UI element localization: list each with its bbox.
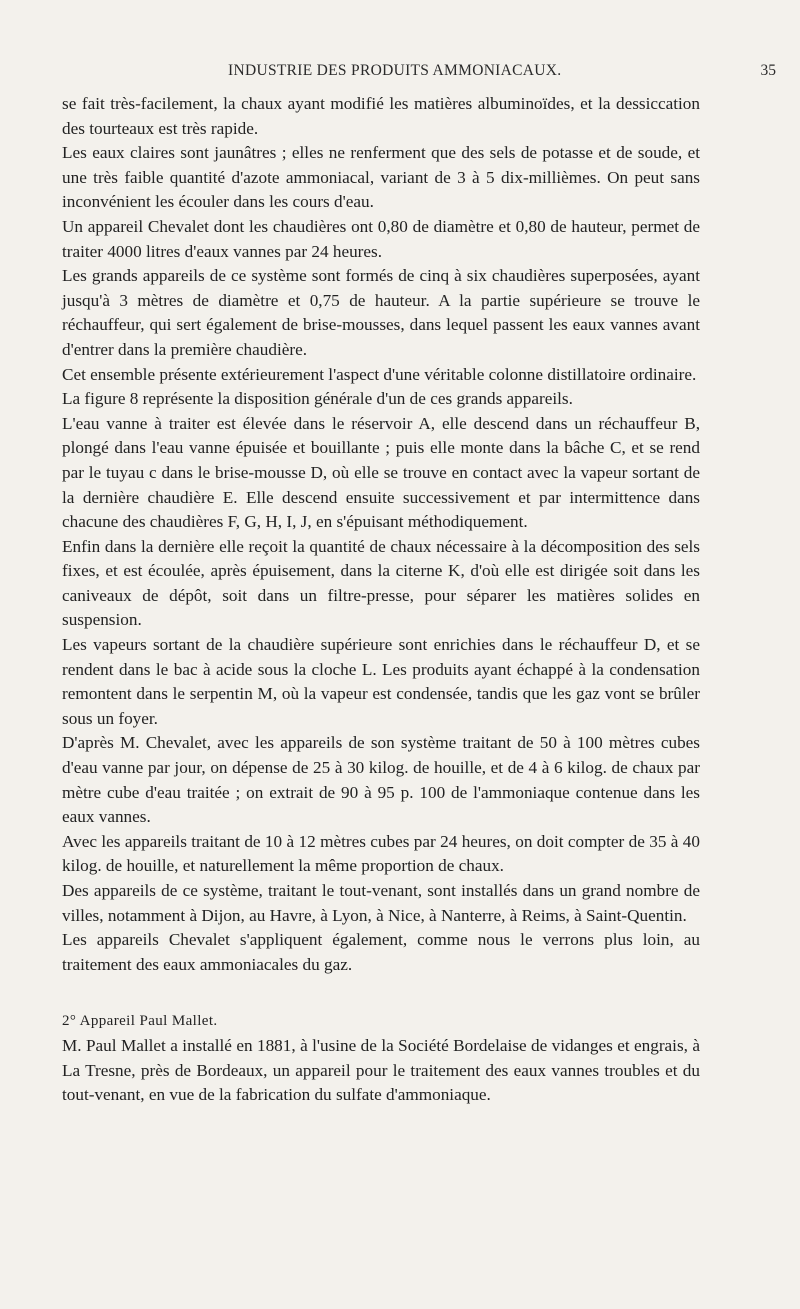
paragraph: Cet ensemble présente extérieurement l'aspect d'une véritable colonne distillatoire ordinaire. <box>62 364 697 384</box>
section-spacer <box>62 977 700 1009</box>
paragraph: M. Paul Mallet a installé en 1881, à l'usine de la Société Bordelaise de vidanges et engrais, à La Tresne, près de Bordeaux, un appareil pour le traitement des eaux vannes troubles et du tout-venant, en vue de la fabrication du sulfate d'ammoniaque. <box>62 1035 700 1105</box>
page-header <box>0 62 800 86</box>
paragraph: Les vapeurs sortant de la chaudière supérieure sont enrichies dans le réchauffeur D, et se rendent dans le bac à acide sous la cloche L. Les produits ayant échappé à la condensation remontent dans le serpentin M, où la vapeur est condensée, tandis que les gaz vont se brûler sous un foyer. <box>62 635 700 728</box>
paragraph: Des appareils de ce système, traitant le tout-venant, sont installés dans un grand nombre de villes, notamment à Dijon, au Havre, à Lyon, à Nice, à Nanterre, à Reims, à Saint-Quentin. <box>62 881 700 925</box>
body-text <box>62 92 700 1108</box>
section-heading: 2° Appareil Paul Mallet. <box>62 1013 218 1030</box>
paragraph: Un appareil Chevalet dont les chaudières ont 0,80 de diamètre et 0,80 de hauteur, permet de traiter 4000 litres d'eaux vannes par 24 heures. <box>62 216 700 261</box>
paragraph: D'après M. Chevalet, avec les appareils de son système traitant de 50 à 100 mètres cubes d'eau vanne par jour, on dépense de 25 à 30 kilog. de houille, et de 4 à 6 kilog. de chaux par mètre cube d'eau traitée ; on extrait de 90 à 95 p. 100 de l'ammoniaque contenue dans les eaux vannes. <box>62 733 700 827</box>
running-title: INDUSTRIE DES PRODUITS AMMONIACAUX. <box>228 62 562 79</box>
page-number: 35 <box>760 62 776 79</box>
paragraph: se fait très-facilement, la chaux ayant modifié les matières albuminoïdes, et la dessiccation des tourteaux est très rapide. <box>62 94 700 138</box>
paragraph: Enfin dans la dernière elle reçoit la quantité de chaux nécessaire à la décomposition des sels fixes, et est écoulée, après épuisement, dans la citerne K, d'où elle est dirigée soit dans les caniveaux de dépôt, soit dans un filtre-presse, pour séparer les matières solides en suspension. <box>62 536 700 630</box>
paragraph: Avec les appareils traitant de 10 à 12 mètres cubes par 24 heures, on doit compter de 35 à 40 kilog. de houille, et naturellement la même proportion de chaux. <box>62 831 700 876</box>
paragraph: Les appareils Chevalet s'appliquent également, comme nous le verrons plus loin, au traitement des eaux ammoniacales du gaz. <box>62 930 700 974</box>
paragraph: Les eaux claires sont jaunâtres ; elles ne renferment que des sels de potasse et de soude, et une très faible quantité d'azote ammoniacal, variant de 3 à 5 dix-millièmes. On peut sans inconvénient les écouler dans les cours d'eau. <box>62 143 700 212</box>
paragraph: L'eau vanne à traiter est élevée dans le réservoir A, elle descend dans un réchauffeur B, plongé dans l'eau vanne épuisée et bouillante ; puis elle monte dans la bâche C, et se rend par le tuyau c dans le brise-mousse D, où elle se trouve en contact avec la vapeur sortant de la dernière chaudière E. Elle descend ensuite successivement et par intermittence dans chacune des chaudières F, G, H, I, J, en s'épuisant méthodiquement. <box>62 413 700 532</box>
paragraph: Les grands appareils de ce système sont formés de cinq à six chaudières superposées, ayant jusqu'à 3 mètres de diamètre et 0,75 de hauteur. A la partie supérieure se trouve le réchauffeur, qui sert également de brise-mousses, dans lequel passent les eaux vannes avant d'entrer dans la première chaudière. <box>62 266 700 359</box>
paragraph: La figure 8 représente la disposition générale d'un de ces grands appareils. <box>62 389 573 409</box>
